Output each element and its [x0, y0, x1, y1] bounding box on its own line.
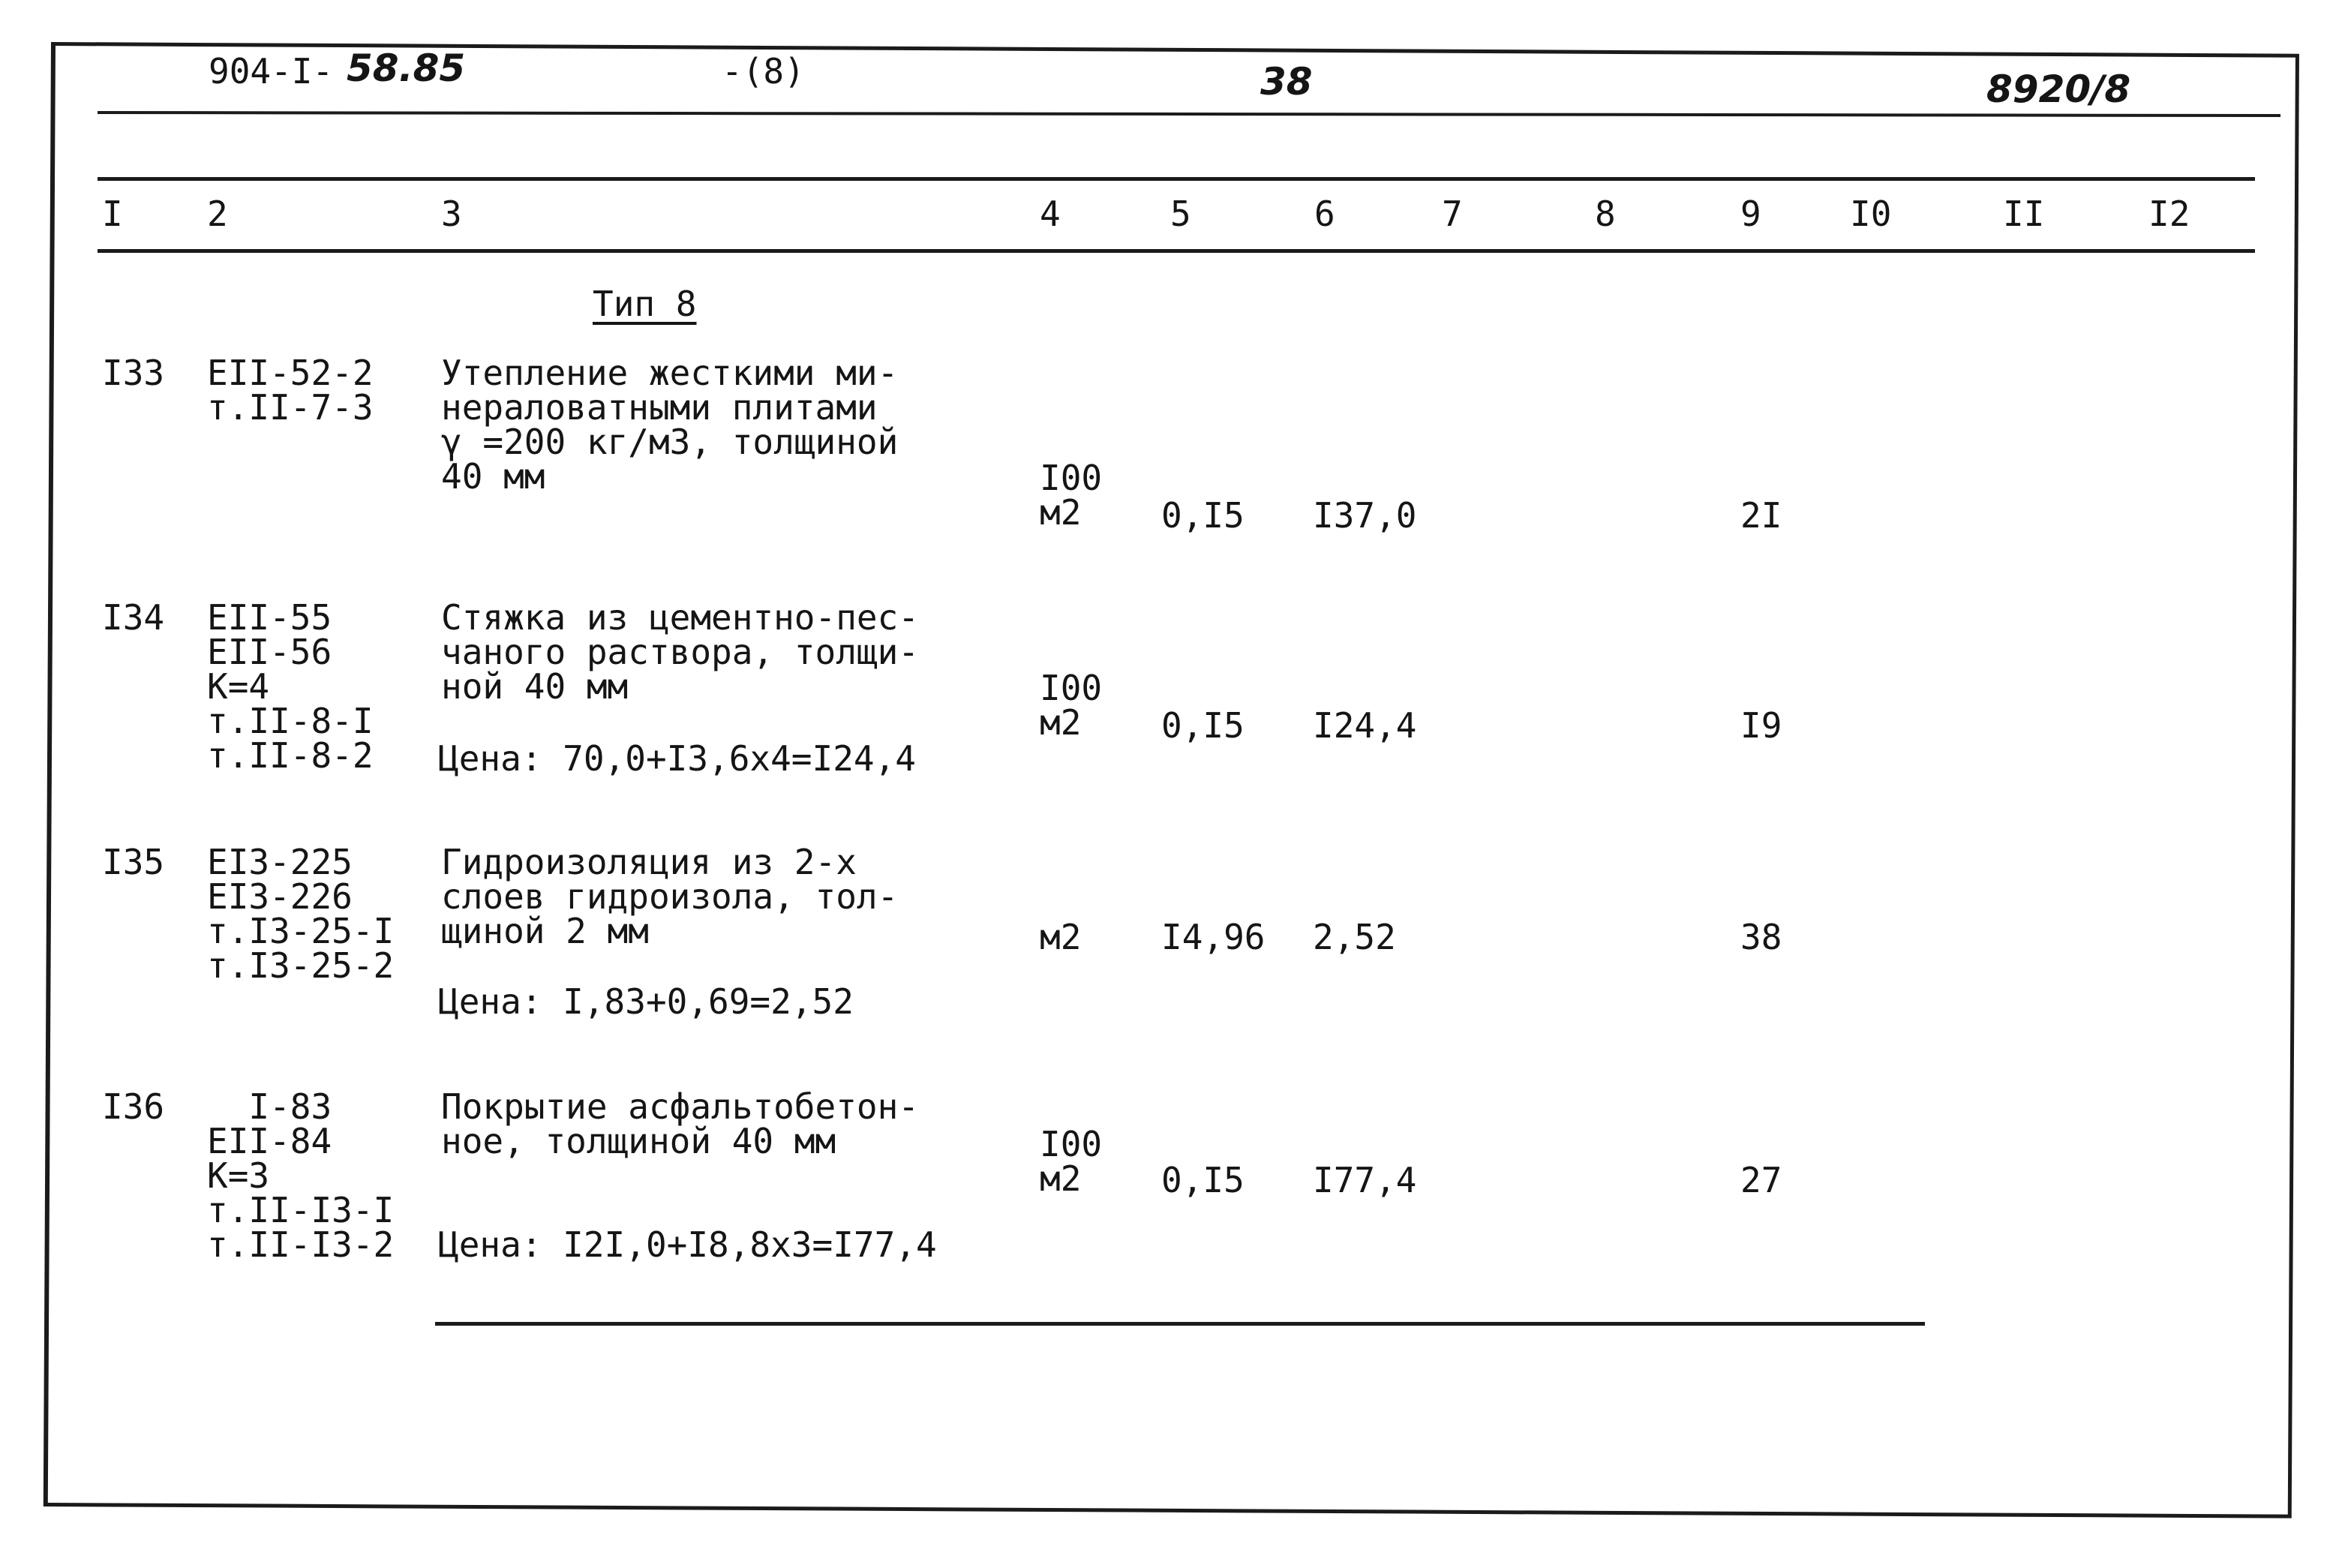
quantity-value: 0,I5: [1161, 1160, 1245, 1200]
column-header-2: 2: [207, 194, 228, 234]
column-header-7: 7: [1442, 194, 1463, 234]
column-header-bottom-rule: [98, 249, 2255, 253]
row-number: I34: [102, 597, 165, 638]
work-description-line: щиной 2 мм: [441, 911, 649, 951]
inventory-number-handwritten: 8920/8: [1986, 68, 2131, 111]
unit-multiplier: I00: [1040, 458, 1103, 498]
quantity-value: 0,I5: [1161, 495, 1245, 536]
work-description-line: нераловатными плитами: [441, 387, 878, 428]
column-header-9: 9: [1740, 194, 1761, 234]
rate-code: т.II-7-3: [207, 387, 374, 428]
column-9-value: 38: [1740, 917, 1782, 957]
quantity-value: 0,I5: [1161, 705, 1245, 746]
price-formula: Цена: I2I,0+I8,8x3=I77,4: [438, 1224, 937, 1265]
price-formula: Цена: 70,0+I3,6x4=I24,4: [438, 738, 916, 779]
table-end-rule: [435, 1322, 1925, 1326]
page-number-handwritten: 38: [1260, 60, 1313, 104]
unit-measure: м2: [1040, 1158, 1082, 1199]
section-type-label: Тип 8: [593, 284, 697, 324]
rate-code: т.II-I3-I: [207, 1190, 395, 1230]
unit-measure: м2: [1040, 702, 1082, 743]
work-description-line: слоев гидроизола, тол-: [441, 876, 899, 917]
quantity-value: I4,96: [1161, 917, 1266, 957]
document-sheet: [44, 42, 2299, 1518]
work-description-line: ной 40 мм: [441, 666, 629, 707]
column-header-10: I0: [1850, 194, 1892, 234]
column-9-value: 2I: [1740, 495, 1782, 536]
rate-code: EII-56: [207, 632, 332, 672]
rate-code: т.II-8-2: [207, 735, 374, 776]
rate-code: EI3-225: [207, 842, 353, 882]
column-header-3: 3: [441, 194, 462, 234]
unit-cost-value: 2,52: [1313, 917, 1396, 957]
doc-code-prefix: 904-I-: [209, 51, 334, 92]
doc-part: -(8): [722, 51, 805, 92]
rate-code: EI3-226: [207, 876, 353, 917]
rate-code: I-83: [207, 1086, 332, 1127]
unit-measure: м2: [1040, 917, 1082, 957]
row-number: I35: [102, 842, 165, 882]
column-header-8: 8: [1595, 194, 1616, 234]
work-description-line: Утепление жесткими ми-: [441, 353, 899, 393]
column-header-11: II: [2003, 194, 2045, 234]
rate-code: т.I3-25-2: [207, 945, 395, 986]
column-header-1: I: [102, 194, 123, 234]
rate-code: т.I3-25-I: [207, 911, 395, 951]
rate-code: K=4: [207, 666, 270, 707]
column-9-value: 27: [1740, 1160, 1782, 1200]
unit-measure: м2: [1040, 492, 1082, 533]
work-description-line: γ =200 кг/м3, толщиной: [441, 422, 899, 462]
rate-code: т.II-I3-2: [207, 1224, 395, 1265]
unit-cost-value: I37,0: [1313, 495, 1417, 536]
rate-code: т.II-8-I: [207, 701, 374, 741]
column-header-4: 4: [1040, 194, 1061, 234]
column-header-12: I2: [2148, 194, 2190, 234]
column-header-top-rule: [98, 177, 2255, 181]
work-description-line: Стяжка из цементно-пес-: [441, 597, 919, 638]
unit-multiplier: I00: [1040, 1124, 1103, 1164]
unit-cost-value: I77,4: [1313, 1160, 1417, 1200]
column-header-5: 5: [1170, 194, 1191, 234]
work-description-line: ное, толщиной 40 мм: [441, 1121, 836, 1161]
row-number: I33: [102, 353, 165, 393]
work-description-line: 40 мм: [441, 456, 545, 497]
price-formula: Цена: I,83+0,69=2,52: [438, 981, 854, 1022]
unit-cost-value: I24,4: [1313, 705, 1417, 746]
work-description-line: Гидроизоляция из 2-х: [441, 842, 857, 882]
rate-code: EII-55: [207, 597, 332, 638]
rate-code: EII-84: [207, 1121, 332, 1161]
work-description-line: чаного раствора, толщи-: [441, 632, 919, 672]
work-description-line: Покрытие асфальтобетон-: [441, 1086, 919, 1127]
column-9-value: I9: [1740, 705, 1782, 746]
rate-code: K=3: [207, 1155, 270, 1196]
row-number: I36: [102, 1086, 165, 1127]
rate-code: EII-52-2: [207, 353, 374, 393]
unit-multiplier: I00: [1040, 668, 1103, 708]
column-header-6: 6: [1314, 194, 1335, 234]
doc-code-handwritten: 58.85: [347, 47, 466, 90]
